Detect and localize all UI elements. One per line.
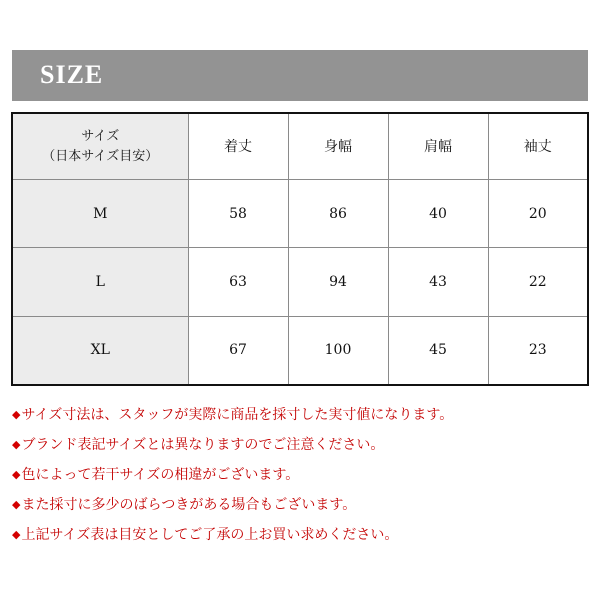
table-cell: 43	[388, 248, 488, 316]
table-cell: 40	[388, 180, 488, 248]
header-chest-width: 身幅	[288, 113, 388, 180]
note-item	[12, 460, 592, 490]
table-row	[12, 316, 588, 385]
size-table	[11, 112, 589, 386]
size-label-cell: M	[12, 180, 188, 248]
note-text: サイズ寸法は、スタッフが実際に商品を採寸した実寸値になります。	[21, 407, 454, 423]
size-banner-title: SIZE	[40, 60, 104, 89]
table-row	[12, 248, 588, 316]
header-label-japan-size: （日本サイズ目安）	[42, 148, 159, 164]
size-label-cell: XL	[12, 316, 188, 385]
table-row	[12, 180, 588, 248]
diamond-bullet-icon: ◆	[12, 438, 21, 451]
header-length: 着丈	[188, 113, 288, 180]
note-text: 上記サイズ表は目安としてご了承の上お買い求めください。	[21, 527, 399, 543]
table-cell: 45	[388, 316, 488, 385]
table-header-row	[12, 113, 588, 180]
table-cell: 94	[288, 248, 388, 316]
diamond-bullet-icon: ◆	[12, 528, 21, 541]
header-label-size: サイズ	[81, 128, 120, 144]
diamond-bullet-icon: ◆	[12, 498, 21, 511]
note-text: また採寸に多少のばらつきがある場合もございます。	[21, 497, 357, 513]
size-banner	[12, 50, 588, 101]
size-notes	[12, 400, 592, 550]
diamond-bullet-icon: ◆	[12, 468, 21, 481]
note-text: ブランド表記サイズとは異なりますのでご注意ください。	[21, 437, 385, 453]
note-item	[12, 520, 592, 550]
note-item	[12, 430, 592, 460]
note-item	[12, 490, 592, 520]
table-cell: 20	[488, 180, 588, 248]
table-cell: 22	[488, 248, 588, 316]
diamond-bullet-icon: ◆	[12, 408, 21, 421]
note-text: 色によって若干サイズの相違がございます。	[21, 467, 300, 483]
header-label-cell	[12, 113, 188, 180]
table-cell: 86	[288, 180, 388, 248]
header-shoulder-width: 肩幅	[388, 113, 488, 180]
table-cell: 67	[188, 316, 288, 385]
table-cell: 63	[188, 248, 288, 316]
table-cell: 58	[188, 180, 288, 248]
header-sleeve-length: 袖丈	[488, 113, 588, 180]
table-cell: 100	[288, 316, 388, 385]
note-item	[12, 400, 592, 430]
size-label-cell: L	[12, 248, 188, 316]
table-cell: 23	[488, 316, 588, 385]
